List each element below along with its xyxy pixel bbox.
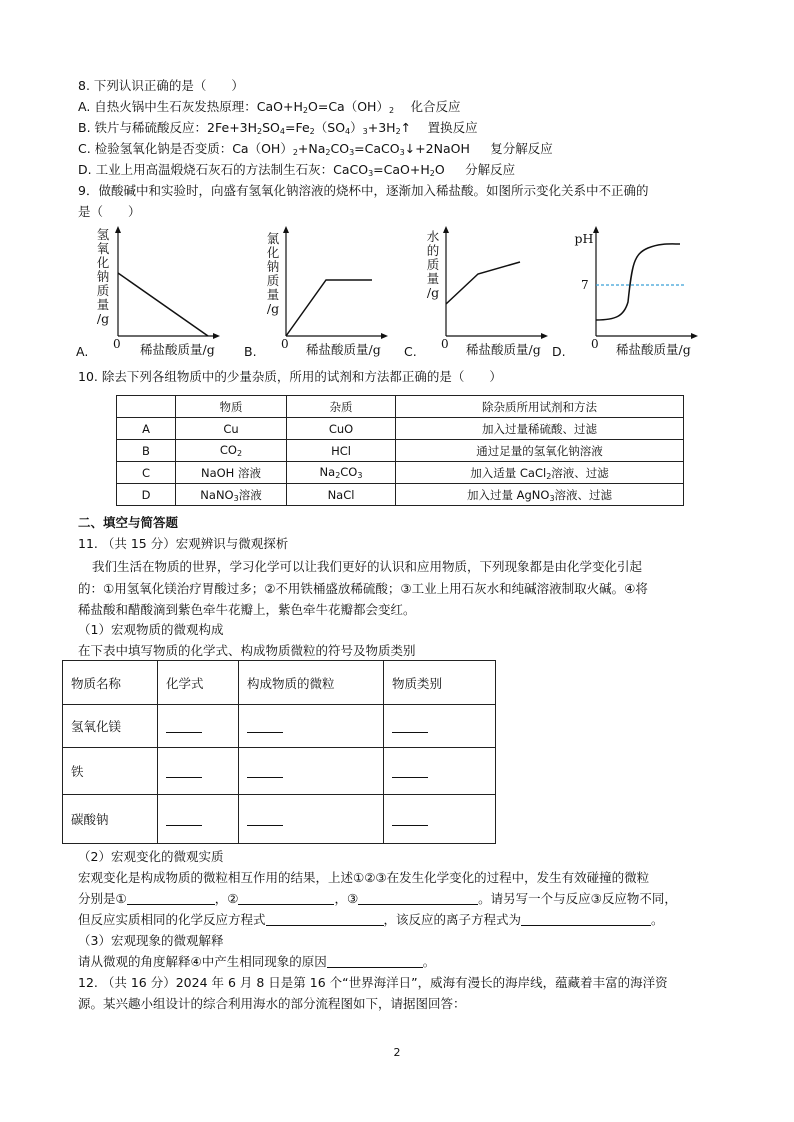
table-header: 化学式 bbox=[158, 661, 239, 705]
chart-d-plot bbox=[590, 224, 700, 344]
chart-d-option[interactable]: D. bbox=[552, 344, 566, 359]
chart-b-ylabel bbox=[266, 232, 280, 316]
chart-ylabel-char: 质 bbox=[266, 273, 280, 288]
q11-part2-line1: 宏观变化是构成物质的微粒相互作用的结果，上述①②③在发生化学变化的过程中，发生有效碰撞的微粒 bbox=[78, 870, 650, 885]
table-cell: NaOH 溶液 bbox=[176, 462, 287, 484]
chart-a-series-line bbox=[118, 273, 208, 336]
table-cell: 加入适量 CaCl$_2$溶液、过滤 bbox=[396, 462, 684, 484]
q11-part2-title: （2）宏观变化的微观实质 bbox=[78, 849, 224, 864]
table-header bbox=[117, 396, 176, 418]
table-row bbox=[117, 484, 684, 506]
answer-blank[interactable] bbox=[358, 890, 478, 905]
table-cell: 加入过量稀硫酸、过滤 bbox=[396, 418, 684, 440]
table-cell: 氢氧化镁 bbox=[63, 705, 158, 748]
chart-a-y-arrow bbox=[115, 226, 121, 233]
chart-ylabel-char: 化 bbox=[96, 255, 110, 270]
chart-ylabel-char: /g bbox=[96, 311, 110, 326]
q8-option-c: C. 检验氢氧化钠是否变质：$Ca(OH)_2+Na_2CO_3=CaCO_3↓+2NaOH$ 复分解反应 bbox=[78, 141, 553, 157]
answer-blank[interactable] bbox=[238, 890, 334, 905]
page-number: 2 bbox=[393, 1046, 401, 1059]
q9-stem-line1: 9．做酸碱中和实验时，向盛有氢氧化钠溶液的烧杯中，逐渐加入稀盐酸。如图所示变化关系中不正确的 bbox=[78, 183, 649, 198]
chart-c-ylabel bbox=[426, 230, 440, 300]
answer-blank[interactable] bbox=[158, 705, 239, 748]
table-header: 构成物质的微粒 bbox=[239, 661, 384, 705]
chart-c-plot bbox=[440, 224, 550, 344]
answer-blank[interactable] bbox=[266, 911, 384, 926]
q11-intro-line3: 稀盐酸和醋酸滴到紫色牵牛花瓣上，紫色牵牛花瓣都会变红。 bbox=[78, 602, 416, 617]
answer-blank[interactable] bbox=[384, 705, 496, 748]
q11-part3-title: （3）宏观现象的微观解释 bbox=[78, 933, 224, 948]
chart-b-series-line bbox=[286, 280, 372, 336]
chart-b-x-arrow bbox=[381, 333, 388, 339]
table-cell: NaCl bbox=[287, 484, 396, 506]
chart-d-series-line bbox=[596, 244, 680, 320]
chart-b-y-arrow bbox=[283, 226, 289, 233]
chart-ylabel-char: 氢 bbox=[96, 227, 110, 242]
table-cell: CuO bbox=[287, 418, 396, 440]
table-header: 除杂质所用试剂和方法 bbox=[396, 396, 684, 418]
chart-a-x-arrow bbox=[213, 333, 220, 339]
table-header: 杂质 bbox=[287, 396, 396, 418]
chart-c-y-arrow bbox=[443, 226, 449, 233]
chart-ylabel-char: 量 bbox=[266, 287, 280, 302]
chart-a-plot bbox=[112, 224, 222, 344]
chart-d-x-arrow bbox=[691, 333, 698, 339]
table-cell: NaNO$_3$溶液 bbox=[176, 484, 287, 506]
table-cell: A bbox=[117, 418, 176, 440]
q11-intro-line1: 我们生活在物质的世界，学习化学可以让我们更好的认识和应用物质，下列现象都是由化学变化引起 bbox=[92, 559, 643, 574]
table-cell: 加入过量 AgNO$_3$溶液、过滤 bbox=[396, 484, 684, 506]
table-cell: C bbox=[117, 462, 176, 484]
table-row bbox=[63, 705, 496, 748]
q10-table bbox=[116, 395, 684, 506]
q8-option-a: A. 自热火锅中生石灰发热原理：$CaO+H_2O=Ca(OH)_2$ 化合反应 bbox=[78, 99, 461, 115]
answer-blank[interactable] bbox=[521, 911, 651, 926]
table-cell: $Na_2CO_3$ bbox=[287, 462, 396, 484]
chart-c-series-line bbox=[446, 262, 520, 304]
table-cell: Cu bbox=[176, 418, 287, 440]
chart-ylabel-char: 水 bbox=[426, 229, 440, 244]
answer-blank[interactable] bbox=[158, 748, 239, 795]
table-cell: D bbox=[117, 484, 176, 506]
chart-ylabel-char: 量 bbox=[426, 271, 440, 286]
chart-d-ylabel: pH bbox=[574, 231, 594, 246]
table-row bbox=[63, 748, 496, 795]
chart-ylabel-char: 化 bbox=[266, 245, 280, 260]
q11-part2-line3: 但反应实质相同的化学反应方程式 ，该反应的离子方程式为 。 bbox=[78, 912, 664, 927]
chart-ylabel-char: 钠 bbox=[266, 259, 280, 274]
chart-a-xlabel: 稀盐酸质量/g bbox=[140, 342, 215, 357]
q11-part3-line1: 请从微观的角度解释④中产生相同现象的原因 。 bbox=[78, 954, 436, 969]
chart-ylabel-char: /g bbox=[426, 285, 440, 300]
chart-ylabel-char: 的 bbox=[426, 243, 440, 258]
chart-b-plot bbox=[280, 224, 390, 344]
section-title: 二、填空与简答题 bbox=[78, 515, 179, 530]
chart-c-xlabel: 稀盐酸质量/g bbox=[466, 342, 541, 357]
table-header: 物质 bbox=[176, 396, 287, 418]
table-header-row bbox=[63, 661, 496, 705]
q11-table bbox=[62, 660, 496, 844]
chart-b-origin: 0 bbox=[281, 337, 289, 351]
q11-title: 11. （共 15 分）宏观辨识与微观探析 bbox=[78, 536, 289, 551]
chart-ylabel-char: 质 bbox=[426, 257, 440, 272]
chart-d-y-arrow bbox=[593, 226, 599, 233]
chart-a-ylabel bbox=[96, 228, 110, 326]
q11-part1-title: （1）宏观物质的微观构成 bbox=[78, 622, 224, 637]
chart-ylabel-char: 氧 bbox=[96, 241, 110, 256]
table-header-row bbox=[117, 396, 684, 418]
table-cell: 铁 bbox=[63, 748, 158, 795]
chart-ylabel-char: /g bbox=[266, 301, 280, 316]
q8-stem: 8. 下列认识正确的是（ ） bbox=[78, 78, 244, 93]
answer-blank[interactable] bbox=[158, 795, 239, 844]
table-row bbox=[117, 462, 684, 484]
table-cell: B bbox=[117, 440, 176, 462]
chart-c-x-arrow bbox=[541, 333, 548, 339]
chart-ylabel-char: 质 bbox=[96, 283, 110, 298]
answer-blank[interactable] bbox=[239, 748, 384, 795]
answer-blank[interactable] bbox=[239, 795, 384, 844]
chart-b-xlabel: 稀盐酸质量/g bbox=[306, 342, 381, 357]
answer-blank[interactable] bbox=[127, 890, 215, 905]
q11-part2-line2: 分别是① ，② ，③ 。请另写一个与反应③反应物不同， bbox=[78, 891, 677, 906]
table-cell: $CO_2$ bbox=[176, 440, 287, 462]
chart-d-xlabel: 稀盐酸质量/g bbox=[616, 342, 691, 357]
table-row bbox=[63, 795, 496, 844]
table-cell: HCl bbox=[287, 440, 396, 462]
q11-intro-line2: 的：①用氢氧化镁治疗胃酸过多；②不用铁桶盛放稀硫酸；③工业上用石灰水和纯碱溶液制取火碱。④将 bbox=[78, 581, 648, 596]
chart-a-origin: 0 bbox=[113, 337, 121, 351]
table-row bbox=[117, 440, 684, 462]
chart-c-option[interactable]: C. bbox=[404, 344, 417, 359]
chart-d-origin: 0 bbox=[591, 337, 599, 351]
q12-line2: 源。某兴趣小组设计的综合利用海水的部分流程图如下，请据图回答： bbox=[78, 996, 466, 1011]
q9-stem-line2: 是（ ） bbox=[78, 204, 141, 219]
chart-a-option[interactable]: A. bbox=[76, 344, 89, 359]
chart-d-ref-label: 7 bbox=[581, 278, 589, 292]
table-cell: 碳酸钠 bbox=[63, 795, 158, 844]
answer-blank[interactable] bbox=[384, 795, 496, 844]
chart-ylabel-char: 氯 bbox=[266, 231, 280, 246]
q8-option-b: B. 铁片与稀硫酸反应：$2Fe+3H_2SO_4=Fe_2(SO_4)_3+3H_2↑$ 置换反应 bbox=[78, 120, 478, 136]
q10-stem: 10. 除去下列各组物质中的少量杂质，所用的试剂和方法都正确的是（ ） bbox=[78, 369, 502, 384]
answer-blank[interactable] bbox=[327, 953, 423, 968]
chart-ylabel-char: 量 bbox=[96, 297, 110, 312]
table-header: 物质类别 bbox=[384, 661, 496, 705]
chart-c-origin: 0 bbox=[441, 337, 449, 351]
q11-part1-desc: 在下表中填写物质的化学式、构成物质微粒的符号及物质类别 bbox=[78, 643, 416, 658]
q8-option-d: D. 工业上用高温煅烧石灰石的方法制生石灰：$CaCO_3=CaO+H_2O$ 分解反应 bbox=[78, 162, 516, 178]
table-row bbox=[117, 418, 684, 440]
chart-ylabel-char: 钠 bbox=[96, 269, 110, 284]
table-header: 物质名称 bbox=[63, 661, 158, 705]
answer-blank[interactable] bbox=[239, 705, 384, 748]
answer-blank[interactable] bbox=[384, 748, 496, 795]
chart-b-option[interactable]: B. bbox=[244, 344, 257, 359]
table-cell: 通过足量的氢氧化钠溶液 bbox=[396, 440, 684, 462]
q12-line1: 12. （共 16 分）2024 年 6 月 8 日是第 16 个“世界海洋日”，威海有漫长的海岸线，蕴藏着丰富的海洋资 bbox=[78, 975, 668, 990]
